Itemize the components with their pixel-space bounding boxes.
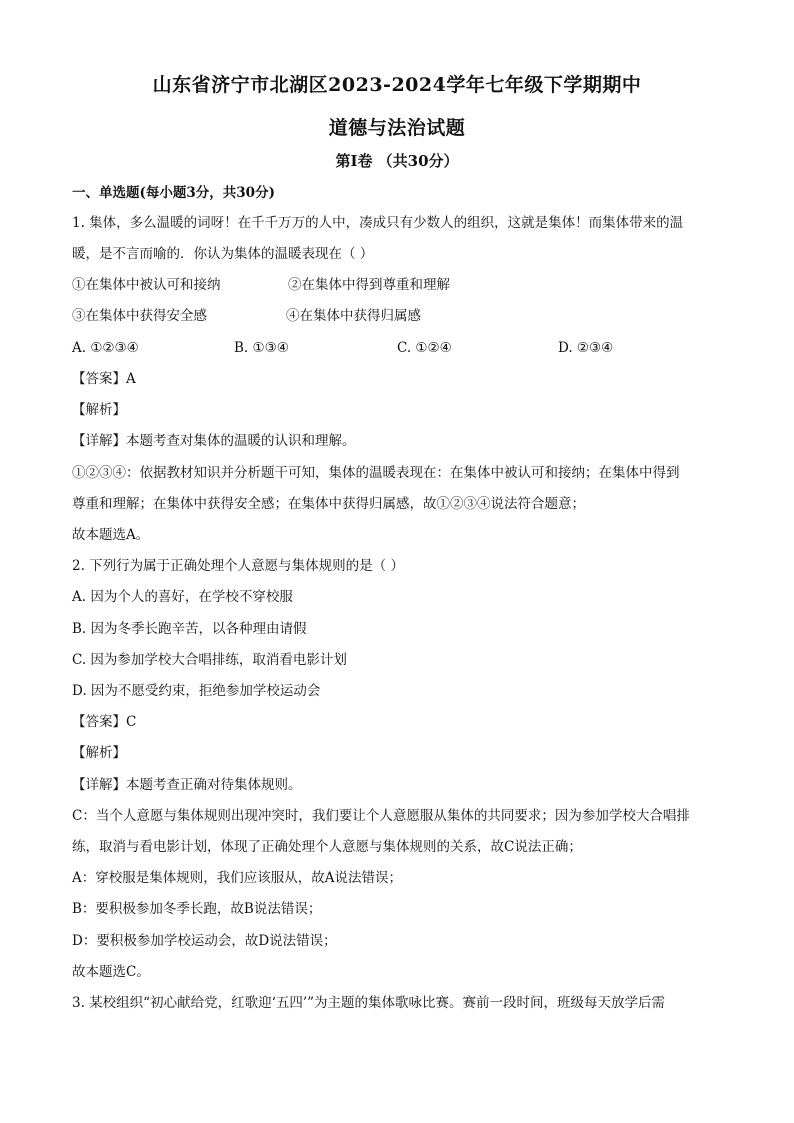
q1-item4: ④在集体中获得归属感 [286, 308, 421, 324]
q2-explanation-c-line2: 练，取消与看电影计划，体现了正确处理个人意愿与集体规则的关系，故C说法正确； [72, 839, 582, 855]
q1-item2: ②在集体中得到尊重和理解 [288, 277, 450, 293]
exam-title: 山东省济宁市北湖区2023-2024学年七年级下学期期中 [152, 74, 642, 96]
q1-option-b: B. ①③④ [234, 340, 289, 356]
q2-option-c: C. 因为参加学校大合唱排练，取消看电影计划 [72, 652, 347, 668]
q2-explanation-c-line1: C：当个人意愿与集体规则出现冲突时，我们要让个人意愿服从集体的共同要求；因为参加学校大合唱排 [72, 808, 690, 824]
q2-analysis-label: 【解析】 [72, 745, 126, 761]
q1-analysis-label: 【解析】 [72, 402, 126, 418]
q2-answer: 【答案】C [72, 714, 137, 730]
q1-item1: ①在集体中被认可和接纳 [72, 277, 221, 293]
q1-item3: ③在集体中获得安全感 [72, 308, 207, 324]
q1-option-c: C. ①②④ [397, 340, 452, 356]
q1-option-d: D. ②③④ [558, 340, 614, 356]
q2-option-b: B. 因为冬季长跑辛苦，以各种理由请假 [72, 621, 307, 637]
q1-option-a: A. ①②③④ [72, 340, 139, 356]
q2-option-d: D. 因为不愿受约束，拒绝参加学校运动会 [72, 683, 321, 699]
q1-conclusion: 故本题选A。 [72, 527, 150, 543]
exam-subject: 道德与法治试题 [328, 117, 466, 139]
section-heading: 一、单选题(每小题3分，共30分) [72, 185, 275, 201]
volume-heading: 第Ⅰ卷 （共30分） [335, 152, 459, 170]
q2-stem: 2. 下列行为属于正确处理个人意愿与集体规则的是（ ） [72, 558, 404, 574]
q2-conclusion: 故本题选C。 [72, 964, 150, 980]
q1-explanation-line1: ①②③④：依据教材知识并分析题干可知，集体的温暖表现在：在集体中被认可和接纳；在集体中得到 [72, 465, 680, 481]
q3-stem-line1: 3. 某校组织“初心献给党，红歌迎‘五四’”为主题的集体歌咏比赛。赛前一段时间，班级每天放学后需 [72, 995, 666, 1011]
q2-explanation-d: D：要积极参加学校运动会，故D说法错误； [72, 933, 337, 949]
q1-stem-line1: 1. 集体，多么温暖的词呀！在千千万万的人中，凑成只有少数人的组织，这就是集体！而集体带来的温 [72, 215, 684, 231]
q2-option-a: A. 因为个人的喜好，在学校不穿校服 [72, 589, 293, 605]
q1-answer: 【答案】A [72, 371, 136, 387]
q1-explanation-line2: 尊重和理解；在集体中获得安全感；在集体中获得归属感，故①②③④说法符合题意； [72, 496, 585, 512]
q1-stem-line2: 暖，是不言而喻的．你认为集体的温暖表现在（ ） [72, 246, 374, 262]
q2-explanation-a: A：穿校服是集体规则，我们应该服从，故A说法错误； [72, 870, 402, 886]
q2-detail: 【详解】本题考查正确对待集体规则。 [72, 777, 302, 793]
q2-explanation-b: B：要积极参加冬季长跑，故B说法错误； [72, 901, 322, 917]
q1-detail: 【详解】本题考查对集体的温暖的认识和理解。 [72, 433, 356, 449]
